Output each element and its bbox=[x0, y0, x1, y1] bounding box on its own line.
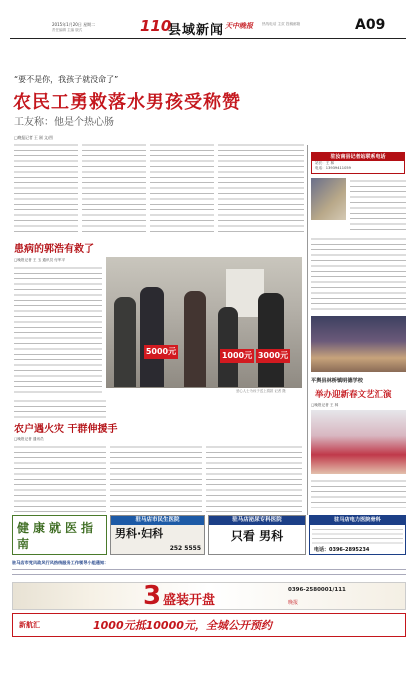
sidebar-photo-1 bbox=[311, 178, 346, 220]
story2-body-col1 bbox=[14, 265, 102, 395]
lead-kicker: “要不是你，我孩子就没命了” bbox=[14, 75, 119, 84]
donation-sign-1: 5000元 bbox=[144, 345, 178, 359]
contact-line: 热线电话 主页 投稿邮箱 bbox=[262, 22, 301, 26]
photo-person-1 bbox=[114, 297, 136, 387]
lead-body-col1 bbox=[14, 142, 78, 232]
sidebar-story-headline: 举办迎新春文艺汇演 bbox=[315, 390, 392, 400]
story2-headline: 患病的郭浩有救了 bbox=[14, 244, 94, 255]
ad-promo[interactable] bbox=[12, 613, 406, 637]
masthead-rule bbox=[10, 38, 406, 39]
estate-tag: 晚报 bbox=[288, 600, 299, 606]
donation-sign-3: 3000元 bbox=[256, 349, 290, 363]
ad-power-hospital[interactable] bbox=[309, 515, 406, 555]
column-divider bbox=[307, 145, 308, 515]
lead-byline: □晚报记者 王 刚 文/图 bbox=[14, 135, 53, 140]
promo-logo: 新航汇 bbox=[19, 621, 40, 629]
story3-body-col1 bbox=[14, 444, 106, 512]
contact-box-title: 驻汝南县记者站联系电话 bbox=[312, 153, 404, 161]
ad3-phone: 电话：0396-2895234 bbox=[314, 547, 370, 553]
ad-urology-hospital[interactable] bbox=[208, 515, 306, 555]
page-number: A09 bbox=[355, 17, 386, 33]
ad3-title: 驻马店电力医院骨科 bbox=[310, 516, 405, 525]
story2-photo bbox=[106, 257, 302, 388]
story2-body-col2 bbox=[14, 398, 106, 422]
estate-main: 盛装开盘 bbox=[163, 593, 216, 608]
lead-body-col3 bbox=[150, 142, 214, 232]
ad-health-guide[interactable] bbox=[12, 515, 107, 555]
ad-minsheng-hospital[interactable] bbox=[110, 515, 205, 555]
lead-headline: 农民工勇救落水男孩受称赞 bbox=[13, 92, 241, 113]
sidebar-story-kicker: 平舆县林桥镇明德学校 bbox=[311, 378, 363, 384]
story3-byline: □晚报记者 通讯员 bbox=[14, 437, 44, 441]
donation-sign-2: 1000元 bbox=[220, 349, 254, 363]
notice-title: 驻马店市党风政风行风热线服务工作领导小组通知： bbox=[12, 560, 109, 565]
story2-byline: □晚报记者 王 玉 通讯员 付军平 bbox=[14, 258, 66, 262]
promo-main: 1000元抵10000元，全城公开预约 bbox=[93, 619, 272, 632]
ad1-main: 男科·妇科 bbox=[115, 527, 164, 540]
sidebar-photo-2 bbox=[311, 316, 406, 372]
ad1-top: 驻马店市民生医院 bbox=[111, 516, 204, 525]
notice-body bbox=[12, 567, 406, 577]
sidebar-body-2 bbox=[311, 236, 406, 310]
section-name: 县域新闻 bbox=[168, 23, 225, 38]
sidebar-body-1 bbox=[350, 178, 406, 234]
contact-box-phone: 电话：13939411059 bbox=[315, 166, 351, 170]
brand-110: 110 bbox=[140, 17, 172, 35]
estate-big-number: 3 bbox=[143, 582, 162, 610]
ad-real-estate[interactable] bbox=[12, 582, 406, 610]
story3-body-col3 bbox=[206, 444, 302, 512]
story3-headline: 农户遇火灾 干群伸援手 bbox=[14, 424, 118, 435]
story2-photo-caption: 爱心人士为孩子送上捐款 记者 摄 bbox=[236, 389, 286, 393]
ad1-phone: 252 5555 bbox=[169, 545, 201, 552]
lead-body-col2 bbox=[82, 142, 146, 232]
sidebar-story-byline: □晚报记者 王 林 bbox=[311, 403, 339, 407]
lead-body-col4 bbox=[218, 142, 304, 232]
ad3-body bbox=[312, 527, 403, 544]
lead-subhead: 工友称：他是个热心肠 bbox=[14, 117, 114, 128]
sidebar-photo-3 bbox=[311, 410, 406, 474]
contact-box-chief: 站长：王 林 bbox=[315, 161, 335, 165]
photo-person-4 bbox=[218, 307, 238, 387]
ad2-top: 驻马店泌尿专科医院 bbox=[209, 516, 305, 525]
story3-body-col2 bbox=[110, 444, 202, 512]
sidebar-body-3 bbox=[311, 478, 406, 508]
estate-phone: 0396-2580001/111 bbox=[288, 587, 346, 593]
photo-person-5 bbox=[258, 293, 284, 387]
contact-box bbox=[311, 152, 405, 174]
paper-logo: 天中晚报 bbox=[225, 22, 253, 30]
date-line: 2015年1月20日 星期二 bbox=[52, 22, 96, 27]
ad-health-guide-text: 健康就医指南 bbox=[17, 521, 98, 551]
ad2-main: 只看 男科 bbox=[230, 529, 284, 543]
photo-person-2 bbox=[140, 287, 164, 387]
editor-line: 责任编辑 主编 版式 bbox=[52, 28, 83, 32]
photo-person-3 bbox=[184, 291, 206, 387]
